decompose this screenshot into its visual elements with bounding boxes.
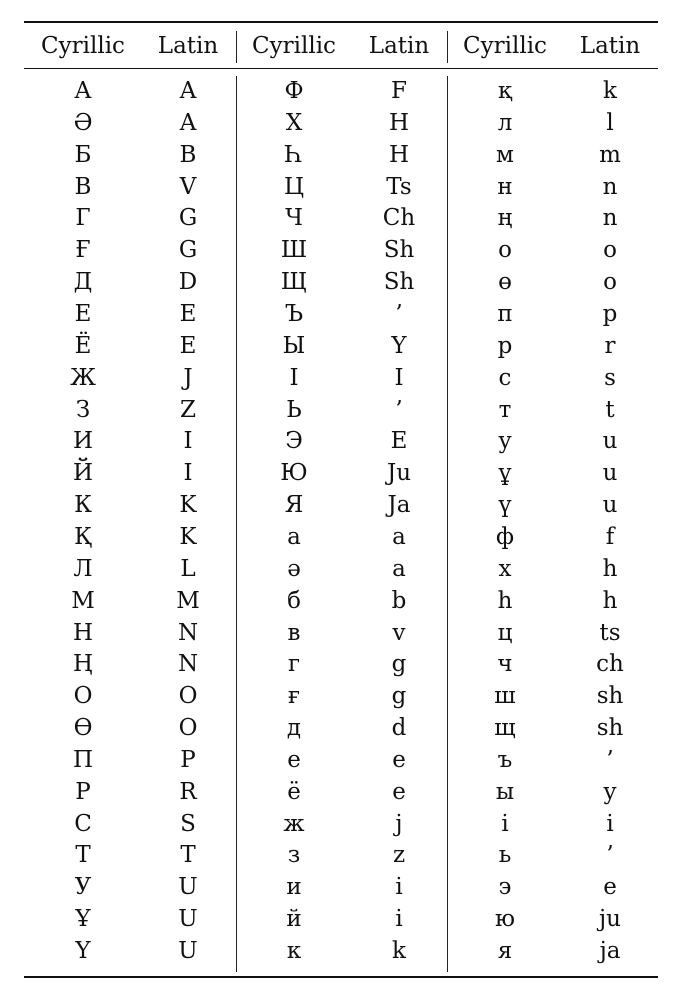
cell-latin-1: K [179,523,197,550]
cell-cyrillic-1: Ё [74,332,92,359]
cell-latin-2: j [395,810,403,837]
cell-latin-3: ja [599,938,621,964]
cell-latin-1: U [178,906,198,933]
cell-latin-2: e [392,778,406,805]
cell-cyrillic-3: ф [495,523,514,550]
cell-latin-3: u [602,492,618,519]
cell-latin-1: A [179,109,197,136]
cell-cyrillic-2: г [287,651,301,678]
cell-latin-3: i [606,810,614,837]
cell-latin-1: N [177,651,199,678]
cell-latin-3: r [604,332,616,359]
bottom-rule [24,976,658,978]
cell-latin-2: Sh [383,237,415,264]
cell-cyrillic-3: ш [494,683,516,710]
cell-cyrillic-3: у [498,428,512,455]
cell-latin-1: G [178,237,198,264]
cell-cyrillic-3: п [497,301,513,327]
cell-cyrillic-2: в [287,619,301,646]
cell-latin-1: O [178,683,198,710]
cell-latin-2: H [388,141,410,168]
cell-cyrillic-3: щ [494,715,516,741]
cell-cyrillic-3: л [497,109,513,136]
cell-cyrillic-3: ы [495,778,515,805]
cell-latin-2: Ts [386,173,412,200]
cell-cyrillic-1: Н [72,619,94,646]
cell-latin-1: U [178,938,198,964]
cell-latin-2: a [392,555,406,582]
cell-latin-2: Ja [387,492,411,519]
cell-latin-3: h [602,555,618,582]
cell-latin-3: sh [596,715,624,741]
cell-latin-3: f [605,523,615,550]
cell-latin-2: d [391,715,407,741]
cell-cyrillic-2: Х [285,109,303,136]
cell-latin-1: K [179,492,197,519]
header-cyrillic-2: Cyrillic [252,33,336,59]
cell-latin-3: ’ [606,746,614,773]
column-separator [447,31,448,63]
cell-cyrillic-1: Т [75,842,91,869]
cell-latin-1: G [178,205,198,232]
cell-latin-3: h [602,587,618,614]
cell-cyrillic-1: Ә [73,109,93,136]
header-latin-2: Latin [368,33,430,59]
cell-cyrillic-1: Й [72,460,94,487]
cell-cyrillic-3: э [498,874,512,901]
cell-cyrillic-3: м [496,141,514,168]
cell-cyrillic-3: ю [494,906,516,933]
cell-cyrillic-1: Г [75,205,91,232]
cell-latin-3: n [602,205,618,232]
cell-cyrillic-3: ө [498,269,512,296]
cell-latin-3: m [599,141,621,168]
cell-latin-1: P [180,746,196,773]
cell-cyrillic-2: Ы [282,332,306,359]
cell-cyrillic-1: З [75,396,91,423]
cell-latin-2: a [392,523,406,550]
cell-latin-2: i [395,874,403,901]
cell-latin-2: ’ [395,396,403,423]
cell-cyrillic-1: А [74,78,92,104]
top-rule [24,21,658,23]
cell-cyrillic-1: Л [73,555,93,582]
cell-latin-3: sh [596,683,624,710]
cell-cyrillic-2: б [287,587,301,614]
cell-cyrillic-1: Б [74,141,92,168]
cell-cyrillic-1: И [72,428,94,455]
cell-cyrillic-2: Ю [280,460,308,487]
cell-latin-1: U [178,874,198,901]
cell-cyrillic-1: Е [74,301,92,327]
cell-cyrillic-3: я [497,938,513,964]
cell-latin-1: E [179,301,197,327]
cell-cyrillic-3: ұ [498,460,512,487]
cell-cyrillic-2: ғ [287,683,301,710]
cell-cyrillic-2: Ц [283,173,305,200]
cell-latin-1: A [179,78,197,104]
cell-latin-2: i [395,906,403,933]
cell-latin-2: k [392,938,406,964]
cell-latin-2: g [391,651,407,678]
cell-latin-3: n [602,173,618,200]
cell-cyrillic-2: Ъ [284,301,304,327]
cell-cyrillic-2: й [286,906,302,933]
cell-latin-3: o [603,237,617,264]
cell-latin-1: N [177,619,199,646]
cell-cyrillic-3: қ [498,78,512,104]
cell-cyrillic-1: Қ [74,523,92,550]
cell-latin-2: Y [391,332,407,359]
cell-cyrillic-3: х [498,555,512,582]
cell-latin-3: u [602,428,618,455]
cell-cyrillic-1: У [74,874,92,901]
cell-cyrillic-1: М [71,587,95,614]
cell-cyrillic-3: ь [498,842,512,869]
cell-latin-2: Sh [383,269,415,296]
cell-latin-1: L [180,555,196,582]
cell-cyrillic-2: Щ [280,269,308,296]
cell-cyrillic-1: Ж [70,364,96,391]
column-separator [236,31,237,63]
cell-cyrillic-3: һ [497,587,513,614]
cell-cyrillic-2: к [286,938,302,964]
cell-latin-1: E [179,332,197,359]
cell-cyrillic-1: Ү [75,938,91,964]
cell-latin-3: u [602,460,618,487]
cell-latin-3: l [606,109,614,136]
cell-latin-2: I [394,364,404,391]
cell-latin-3: e [603,874,617,901]
cell-latin-1: O [178,715,198,741]
cell-latin-2: Ju [386,460,412,487]
cell-latin-1: V [179,173,197,200]
cell-cyrillic-2: д [286,715,302,741]
cell-latin-3: ’ [606,842,614,869]
cell-cyrillic-2: Ь [286,396,302,423]
cell-cyrillic-2: з [287,842,301,869]
cell-latin-1: I [183,460,193,487]
header-cyrillic-1: Cyrillic [41,33,125,59]
cell-latin-3: t [605,396,615,423]
cell-latin-1: J [183,364,193,391]
cell-latin-3: s [604,364,616,391]
cell-cyrillic-2: Я [284,492,304,519]
cell-latin-2: v [392,619,406,646]
cell-cyrillic-3: ч [497,651,513,678]
header-latin-3: Latin [579,33,641,59]
cell-latin-3: ch [596,651,624,678]
cell-cyrillic-3: о [498,237,512,264]
cell-cyrillic-1: О [73,683,93,710]
cell-cyrillic-3: ц [497,619,513,646]
cell-latin-2: H [388,109,410,136]
cell-latin-2: z [392,842,406,869]
cell-cyrillic-2: Һ [285,141,303,168]
cell-cyrillic-2: Э [285,428,303,455]
cell-latin-3: y [603,778,617,805]
header-rule [24,68,658,69]
cell-cyrillic-3: р [497,332,513,359]
cell-cyrillic-1: Р [75,778,91,805]
cell-latin-3: k [603,78,617,104]
cell-latin-2: e [392,746,406,773]
cell-cyrillic-1: Ң [72,651,94,678]
cell-cyrillic-2: Ч [285,205,303,232]
cell-cyrillic-1: Ө [73,715,93,741]
cell-cyrillic-1: П [72,746,94,773]
header-latin-1: Latin [157,33,219,59]
cell-latin-3: ts [599,619,621,646]
cell-latin-2: E [390,428,408,455]
cell-latin-3: o [603,269,617,296]
cell-cyrillic-3: н [497,173,513,200]
cell-cyrillic-2: ё [287,778,301,805]
cell-cyrillic-2: и [286,874,302,901]
cell-cyrillic-1: Д [73,269,93,296]
header-cyrillic-3: Cyrillic [463,33,547,59]
cell-latin-2: b [391,587,407,614]
cell-cyrillic-3: і [501,810,509,837]
cell-latin-3: p [602,301,618,327]
cell-cyrillic-1: В [74,173,92,200]
cell-cyrillic-2: ж [283,810,305,837]
cell-latin-1: M [176,587,200,614]
cell-latin-1: I [183,428,193,455]
cell-cyrillic-2: е [287,746,301,773]
cell-latin-1: R [179,778,197,805]
cell-cyrillic-1: Ұ [75,906,91,933]
cell-cyrillic-1: Ғ [75,237,91,264]
cell-cyrillic-1: С [74,810,92,837]
cell-latin-2: Ch [382,205,416,232]
cell-cyrillic-2: І [289,364,299,391]
cell-latin-3: ju [599,906,621,933]
cell-latin-1: D [178,269,198,296]
cell-cyrillic-3: с [498,364,512,391]
cell-cyrillic-3: т [498,396,512,423]
cell-latin-1: B [179,141,197,168]
cell-cyrillic-2: а [287,523,301,550]
cell-cyrillic-1: К [74,492,92,519]
cell-latin-1: S [180,810,196,837]
cell-latin-2: ’ [395,301,403,327]
cell-latin-2: g [391,683,407,710]
cell-latin-2: F [391,78,407,104]
cell-cyrillic-2: Ш [280,237,308,264]
cell-cyrillic-3: ү [498,492,512,519]
cell-cyrillic-2: Ф [284,78,304,104]
cell-cyrillic-3: ъ [497,746,513,773]
cell-cyrillic-3: ң [497,205,513,232]
cell-cyrillic-2: ә [287,555,301,582]
cell-latin-1: T [180,842,196,869]
cell-latin-1: Z [180,396,196,423]
